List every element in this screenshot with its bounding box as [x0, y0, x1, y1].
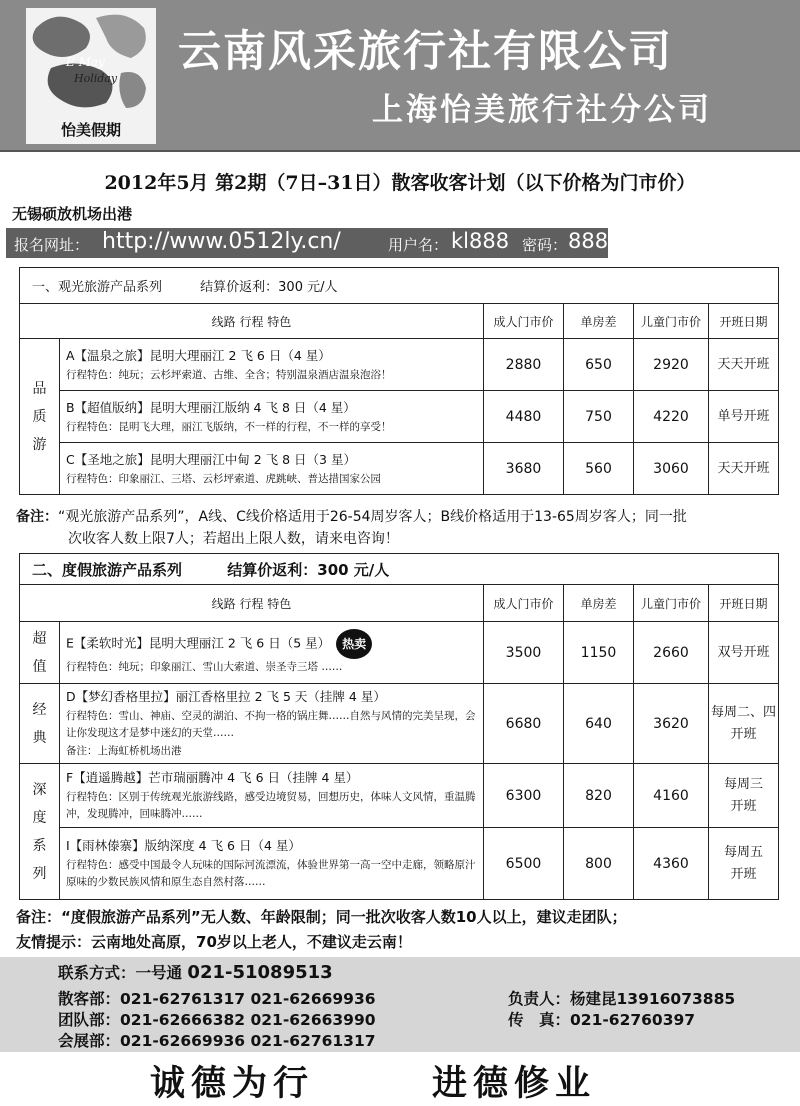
retail-dept: 散客部：021-62761317 021-62669936 — [58, 990, 376, 1008]
route-name: E【柔软时光】昆明大理丽江 2 飞 6 日（5 星） — [66, 635, 331, 651]
adult-price: 6680 — [484, 684, 564, 764]
route-remark: 备注：上海虹桥机场出港 — [66, 745, 182, 757]
child-price: 2660 — [634, 622, 709, 684]
route-feature: 行程特色：昆明飞大理，丽江飞版纳，不一样的行程，不一样的享受！ — [66, 420, 392, 433]
route-feature: 行程特色：纯玩；云杉坪索道、古维、全含；特别温泉酒店温泉泡浴！ — [66, 368, 392, 381]
note1-line2: 次收客人数上限7人；若超出上限人数，请来电咨询！ — [68, 531, 399, 547]
col-adult: 成人门市价 — [484, 304, 564, 339]
route-name: B【超值版纳】昆明大理丽江版纳 4 飞 8 日（4 星） — [66, 399, 356, 415]
single-supplement: 1150 — [564, 622, 634, 684]
adult-price: 6300 — [484, 764, 564, 828]
route-name: D【梦幻香格里拉】丽江香格里拉 2 飞 5 天（挂牌 4 星） — [66, 689, 386, 704]
route-cell — [60, 684, 484, 764]
password-label: 密码： — [522, 236, 568, 254]
motto-right: 进德修业 — [432, 1064, 597, 1104]
schedule — [709, 828, 779, 900]
adult-price: 2880 — [484, 339, 564, 391]
schedule: 天天开班 — [709, 339, 779, 391]
col-route: 线路 行程 特色 — [20, 585, 484, 622]
child-price: 2920 — [634, 339, 709, 391]
single-supplement: 640 — [564, 684, 634, 764]
route-feature: 行程特色：纯玩；印象丽江、雪山大索道、崇圣寺三塔 …… — [66, 661, 343, 673]
route-feature: 行程特色：区别于传统观光旅游线路，感受边境贸易，回想历史，体味人文风情，重温腾冲，发现腾冲，回味腾冲…… — [66, 791, 476, 820]
note-vacation — [16, 905, 627, 955]
table-row — [20, 391, 779, 443]
route-cell — [60, 391, 484, 443]
route-feature: 行程特色：雪山、神庙、空灵的湖泊、不拘一格的锅庄舞……自然与风情的完美呈现，会让你发现这才是梦中迷幻的天堂…… — [66, 710, 476, 739]
header-divider — [0, 150, 800, 152]
plan-title: 2012年5月 第2期（7日–31日）散客收客计划（以下价格为门市价） — [104, 172, 696, 194]
col-single: 单房差 — [564, 585, 634, 622]
schedule-text: 每周三 开班 — [724, 776, 764, 814]
motto-left: 诚德为行 — [150, 1064, 315, 1104]
schedule — [709, 684, 779, 764]
company-name: 云南风采旅行社有限公司 — [178, 27, 673, 77]
route-name-line — [66, 629, 477, 659]
route-cell — [60, 339, 484, 391]
departure-airport: 无锡硕放机场出港 — [12, 205, 133, 223]
route-name: I【雨林傣寨】版纳深度 4 飞 6 日（4 星） — [66, 838, 301, 853]
col-single: 单房差 — [564, 304, 634, 339]
url-label: 报名网址： — [14, 236, 90, 254]
section1-title: 一、观光旅游产品系列 — [32, 280, 163, 295]
group-classic — [20, 684, 60, 764]
username-value: kl888 — [451, 229, 510, 253]
fax: 传 真：021-62760397 — [508, 1011, 696, 1029]
single-supplement: 560 — [564, 443, 634, 495]
single-supplement: 650 — [564, 339, 634, 391]
adult-price: 4480 — [484, 391, 564, 443]
col-schedule: 开班日期 — [709, 585, 779, 622]
route-cell — [60, 764, 484, 828]
table-row — [20, 828, 779, 900]
logo-graphic-icon — [26, 8, 156, 118]
contact-panel — [0, 957, 800, 1052]
route-name: A【温泉之旅】昆明大理丽江 2 飞 6 日（4 星） — [66, 347, 331, 363]
schedule: 双号开班 — [709, 622, 779, 684]
note-sightseeing — [16, 506, 687, 550]
registration-bar — [6, 228, 608, 258]
table-row — [20, 764, 779, 828]
svg-text:Holiday: Holiday — [74, 72, 118, 85]
schedule: 天天开班 — [709, 443, 779, 495]
section2-header — [20, 554, 779, 585]
child-price: 3620 — [634, 684, 709, 764]
route-cell — [60, 622, 484, 684]
group-value — [20, 622, 60, 684]
expo-dept: 会展部：021-62669936 021-62761317 — [58, 1032, 376, 1050]
route-cell — [60, 443, 484, 495]
hotline-label: 联系方式：一号通 — [58, 964, 183, 982]
registration-url-link[interactable]: http://www.0512ly.cn/ — [102, 229, 341, 254]
single-supplement: 820 — [564, 764, 634, 828]
note1-label: 备注： — [16, 509, 58, 525]
vacation-products-table — [19, 553, 779, 900]
section1-rebate: 结算价返利：300 元/人 — [200, 280, 338, 295]
col-child: 儿童门市价 — [634, 585, 709, 622]
svg-text:E May: E May — [66, 55, 105, 69]
section2-title: 二、度假旅游产品系列 — [32, 560, 183, 579]
password-value: 888 — [568, 229, 609, 253]
adult-price: 3500 — [484, 622, 564, 684]
group-quality — [20, 339, 60, 495]
manager: 负责人：杨建昆13916073885 — [508, 990, 736, 1008]
child-price: 3060 — [634, 443, 709, 495]
username-label: 用户名： — [388, 236, 449, 254]
col-route: 线路 行程 特色 — [20, 304, 484, 339]
adult-price: 6500 — [484, 828, 564, 900]
group-value-label: 超 值 — [32, 630, 47, 675]
single-supplement: 750 — [564, 391, 634, 443]
adult-price: 3680 — [484, 443, 564, 495]
table-row — [20, 339, 779, 391]
hot-sale-badge: 热卖 — [336, 629, 372, 659]
hotline-number: 021-51089513 — [187, 962, 333, 983]
logo-caption: 怡美假期 — [60, 121, 121, 139]
route-name: F【逍遥腾越】芒市瑞丽腾冲 4 飞 6 日（挂牌 4 星） — [66, 770, 359, 785]
group-quality-label: 品 质 游 — [32, 380, 47, 453]
section2-rebate: 结算价返利：300 元/人 — [227, 560, 390, 579]
sightseeing-products-table — [19, 267, 779, 495]
col-child: 儿童门市价 — [634, 304, 709, 339]
note1-line1: “观光旅游产品系列”，A线、C线价格适用于26-54周岁客人；B线价格适用于13-65周岁客人；同一批 — [58, 509, 687, 525]
header-banner — [0, 0, 800, 150]
col-schedule: 开班日期 — [709, 304, 779, 339]
branch-name: 上海怡美旅行社分公司 — [372, 92, 712, 128]
route-cell — [60, 828, 484, 900]
col-adult: 成人门市价 — [484, 585, 564, 622]
note2-line1: 备注：“度假旅游产品系列”无人数、年龄限制；同一批次收客人数10人以上，建议走团队； — [16, 908, 627, 926]
note2-line2: 友情提示：云南地处高原，70岁以上老人，不建议走云南！ — [16, 933, 412, 951]
group-classic-label: 经 典 — [32, 701, 47, 746]
schedule-text: 每周五 开班 — [724, 844, 764, 882]
child-price: 4160 — [634, 764, 709, 828]
single-supplement: 800 — [564, 828, 634, 900]
company-logo — [26, 8, 156, 144]
team-dept: 团队部：021-62666382 021-62663990 — [58, 1011, 376, 1029]
schedule — [709, 764, 779, 828]
route-name: C【圣地之旅】昆明大理丽江中甸 2 飞 8 日（3 星） — [66, 451, 356, 467]
route-feature: 行程特色：印象丽江、三塔、云杉坪索道、虎跳峡、普达措国家公园 — [66, 472, 381, 485]
hotline-row — [58, 961, 333, 983]
group-deep — [20, 764, 60, 900]
section1-header — [20, 268, 779, 304]
motto-banner — [0, 1053, 800, 1104]
schedule-text: 每周二、四 开班 — [711, 704, 777, 742]
group-deep-label: 深 度 系 列 — [32, 781, 47, 882]
route-feature: 行程特色：感受中国最令人玩味的国际河流漂流，体验世界第一高一空中走廊，领略原汁原味的少数民族风情和原生态自然村落…… — [66, 859, 476, 888]
child-price: 4360 — [634, 828, 709, 900]
table-row — [20, 443, 779, 495]
schedule: 单号开班 — [709, 391, 779, 443]
table-row — [20, 622, 779, 684]
child-price: 4220 — [634, 391, 709, 443]
table-row — [20, 684, 779, 764]
